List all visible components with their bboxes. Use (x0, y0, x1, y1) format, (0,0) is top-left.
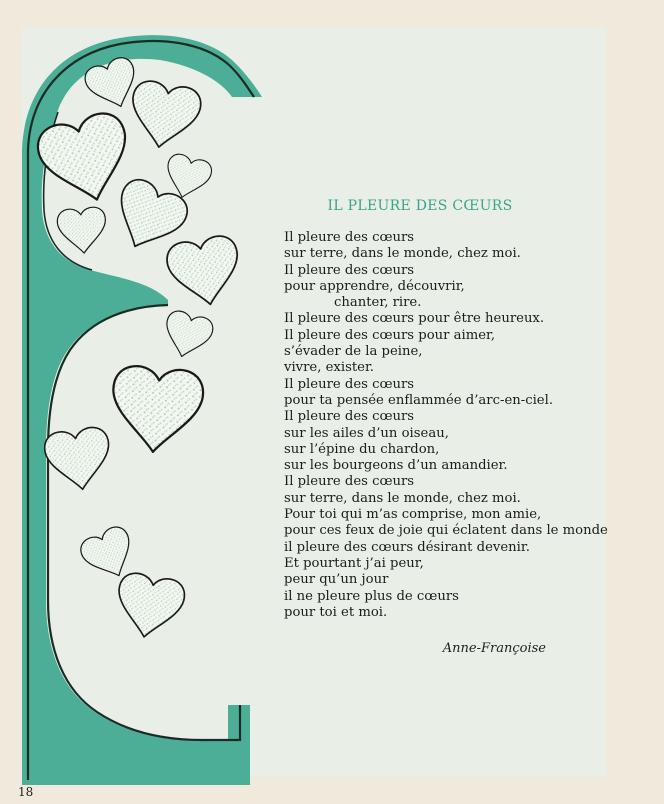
poem-line: peur qu’un jour (284, 572, 389, 588)
poem-title: IL PLEURE DES CŒURS (327, 198, 513, 214)
poem-line: Il pleure des cœurs (284, 474, 415, 490)
heart-8 (159, 308, 215, 362)
poem-line: Il pleure des cœurs (284, 376, 415, 392)
poem-line: Il pleure des cœurs (284, 230, 415, 245)
poem-line: chanter, rire. (334, 295, 422, 311)
poem-author: Anne-Françoise (442, 641, 546, 656)
poem-line: Il pleure des cœurs pour être heureux. (284, 311, 545, 327)
poem-line: s’évader de la peine, (284, 344, 423, 360)
poem-line: il ne pleure plus de cœurs (284, 588, 459, 604)
heart-10 (43, 425, 115, 493)
poem-line: sur les bourgeons d’un amandier. (284, 458, 508, 474)
poem-line: Il pleure des cœurs (284, 409, 415, 425)
poem-line: sur les ailes d’un oiseau, (284, 425, 449, 441)
poem-line: pour ta pensée enflammée d’arc-en-ciel. (284, 392, 554, 408)
poem-line: Pour toi qui m’as comprise, mon amie, (284, 507, 542, 523)
poem-line: Il pleure des cœurs (284, 262, 415, 278)
page-number: 18 (18, 785, 34, 799)
heart-5 (56, 206, 108, 255)
heart-12 (112, 571, 187, 643)
poem-line: il pleure des cœurs désirant devenir. (284, 539, 530, 555)
poem-line: pour toi et moi. (284, 604, 388, 620)
poem-line: pour apprendre, découvrir, (284, 278, 465, 294)
poem-line: pour ces feux de joie qui éclatent dans le monde (284, 523, 608, 539)
poem-line: sur terre, dans le monde, chez moi. (284, 490, 521, 506)
poem-line: sur l’épine du chardon, (284, 441, 440, 457)
heart-7 (164, 233, 245, 310)
poem-line: Et pourtant j’ai peur, (284, 555, 424, 571)
poem-line: Il pleure des cœurs pour aimer, (284, 327, 496, 343)
poem-line: vivre, exister. (284, 360, 374, 376)
poem-line: sur terre, dans le monde, chez moi. (284, 246, 521, 262)
heart-2 (125, 78, 203, 153)
poem-body (284, 230, 654, 621)
heart-9 (108, 364, 205, 456)
